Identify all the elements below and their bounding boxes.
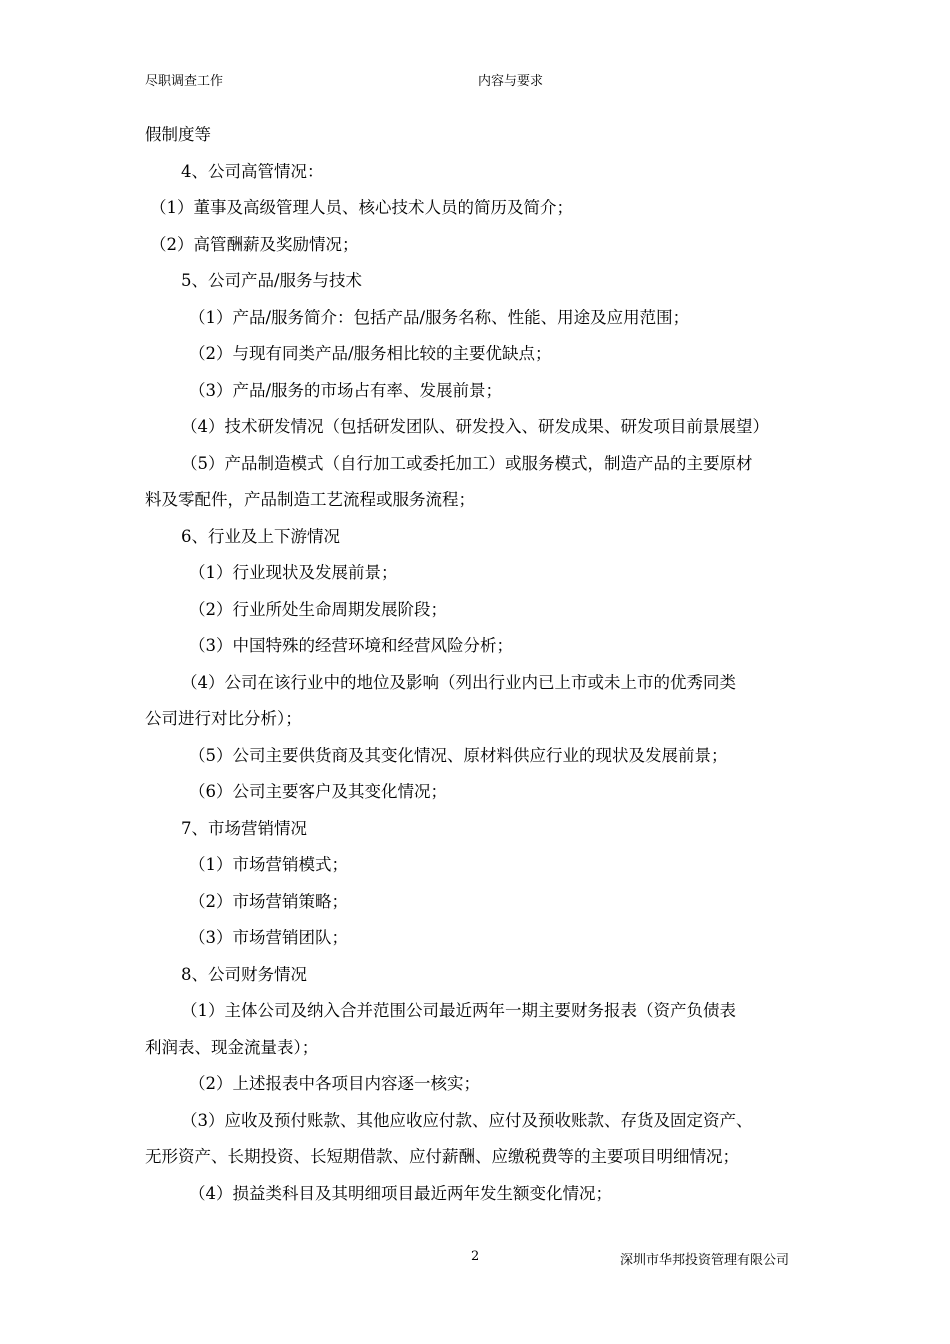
- body-line: （5）产品制造模式（自行加工或委托加工）或服务模式，制造产品的主要原材: [181, 453, 753, 473]
- section-heading: 5、公司产品/服务与技术: [181, 271, 363, 290]
- body-line: 无形资产、长期投资、长短期借款、应付薪酬、应缴税费等的主要项目明细情况；: [145, 1147, 739, 1166]
- body-line: （6）公司主要客户及其变化情况；: [189, 782, 447, 801]
- body-line: 料及零配件，产品制造工艺流程或服务流程；: [145, 490, 475, 509]
- document-body: [145, 117, 815, 1212]
- body-line: （2）市场营销策略；: [189, 891, 348, 911]
- body-line: （1）市场营销模式；: [189, 855, 348, 874]
- body-line: （2）行业所处生命周期发展阶段；: [189, 599, 447, 619]
- body-line: （4）损益类科目及其明细项目最近两年发生额变化情况；: [189, 1183, 612, 1203]
- body-line: 假制度等: [145, 125, 211, 144]
- body-line: （2）与现有同类产品/服务相比较的主要优缺点；: [189, 344, 552, 363]
- body-line: （1）董事及高级管理人员、核心技术人员的简历及简介；: [150, 198, 573, 217]
- section-heading: 7、市场营销情况: [181, 818, 307, 838]
- body-line: （2）高管酬薪及奖励情况；: [150, 234, 359, 254]
- body-line: （3）应收及预付账款、其他应收应付款、应付及预收账款、存货及固定资产、: [181, 1110, 753, 1130]
- section-heading: 4、公司高管情况：: [181, 161, 324, 181]
- body-line: （4）技术研发情况（包括研发团队、研发投入、研发成果、研发项目前景展望）: [181, 417, 769, 436]
- footer-company-name: 深圳市华邦投资管理有限公司: [620, 1253, 790, 1268]
- header-left-title: 尽职调查工作: [145, 74, 224, 89]
- body-line: （3）产品/服务的市场占有率、发展前景；: [189, 380, 503, 400]
- section-heading: 8、公司财务情况: [181, 964, 307, 984]
- section-heading: 6、行业及上下游情况: [181, 526, 340, 546]
- body-line: 利润表、现金流量表）；: [145, 1037, 319, 1057]
- body-line: （1）行业现状及发展前景；: [189, 563, 398, 582]
- body-line: （3）市场营销团队；: [189, 928, 348, 947]
- body-line: （1）主体公司及纳入合并范围公司最近两年一期主要财务报表（资产负债表: [181, 1001, 736, 1020]
- body-line: （3）中国特殊的经营环境和经营风险分析；: [189, 636, 513, 655]
- body-line: 公司进行对比分析）；: [145, 709, 302, 728]
- body-line: （4）公司在该行业中的地位及影响（列出行业内已上市或未上市的优秀同类: [181, 672, 736, 692]
- header-center-title: 内容与要求: [478, 74, 544, 89]
- page-number: 2: [471, 1249, 480, 1264]
- body-line: （2）上述报表中各项目内容逐一核实；: [189, 1074, 480, 1093]
- body-line: （1）产品/服务简介：包括产品/服务名称、性能、用途及应用范围；: [189, 307, 690, 327]
- body-line: （5）公司主要供货商及其变化情况、原材料供应行业的现状及发展前景；: [189, 745, 728, 765]
